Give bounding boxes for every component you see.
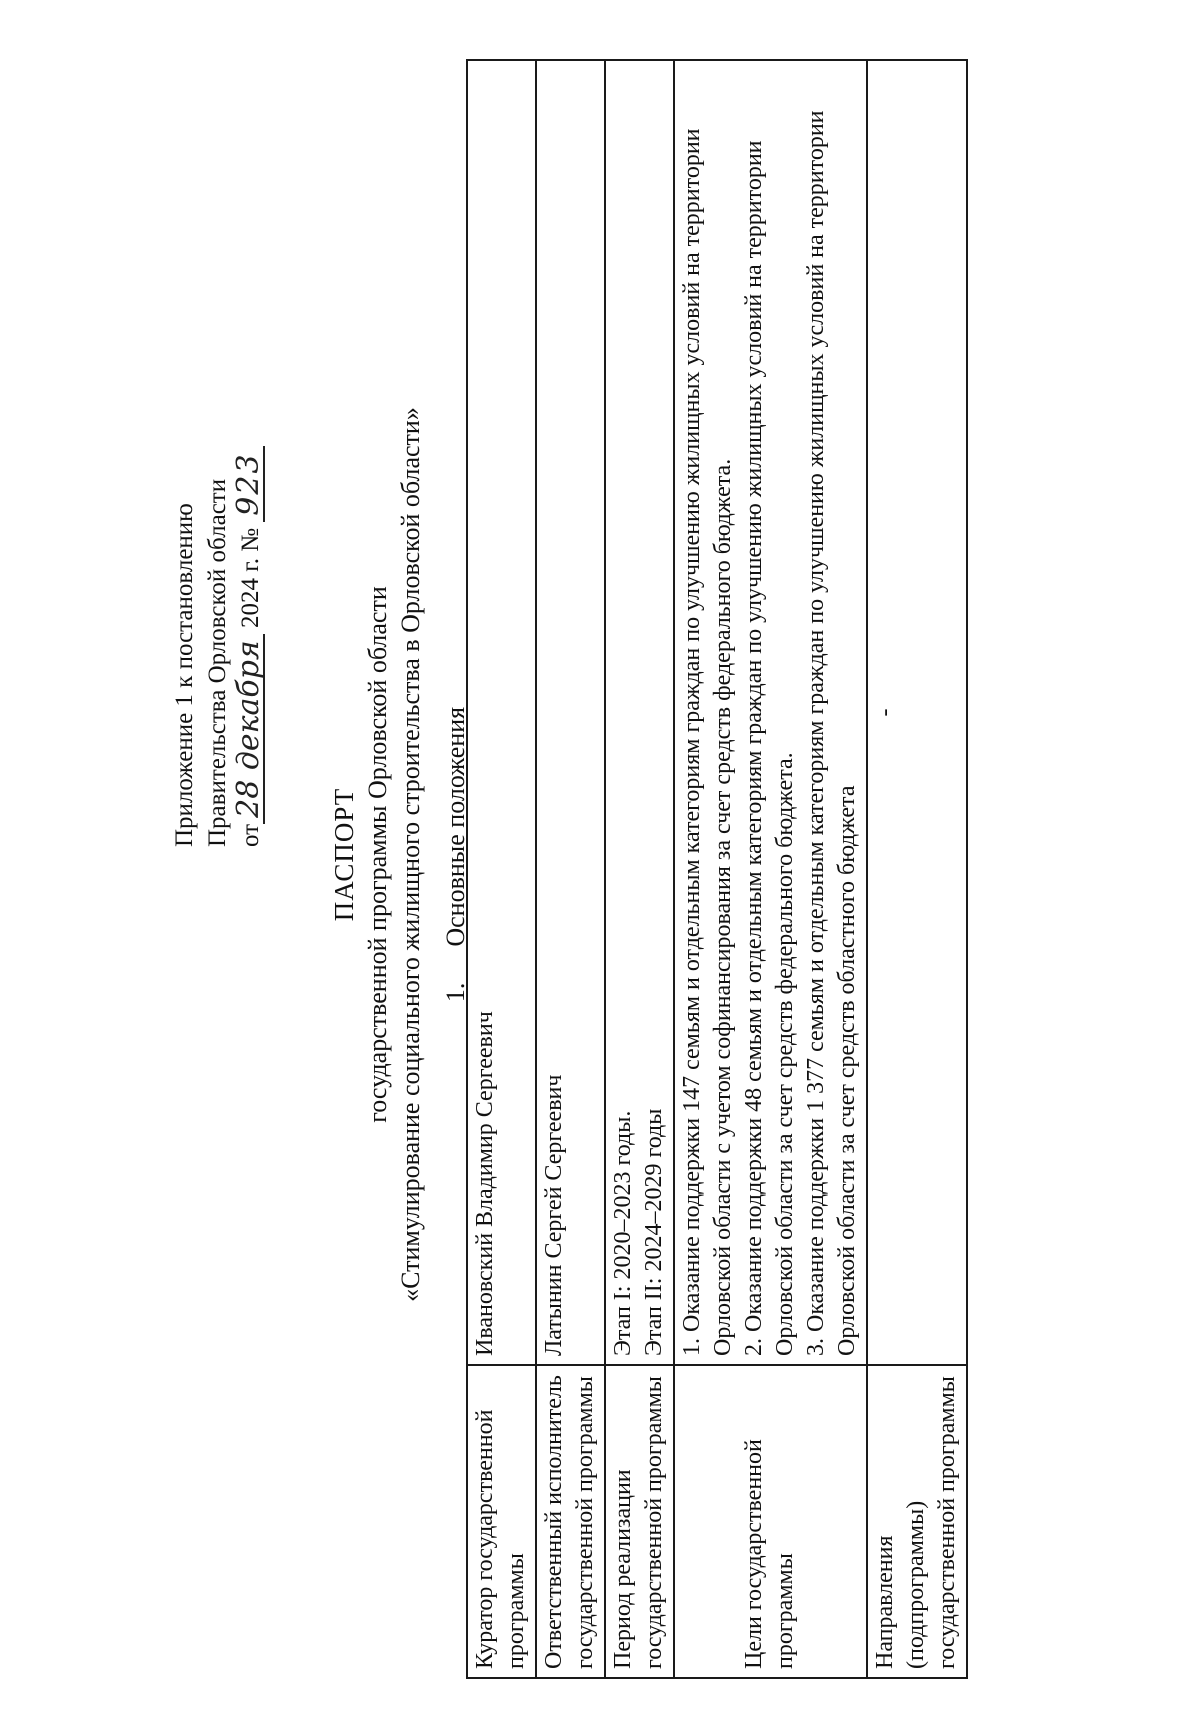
row-label: Период реализации государственной программы: [605, 1365, 674, 1678]
section-number: 1.: [441, 982, 470, 1003]
handwritten-number: 923: [235, 446, 265, 521]
row-label: Цели государственной программы: [674, 1365, 867, 1678]
row-label: Куратор государственной программы: [467, 1365, 536, 1678]
table-row-goals: [674, 60, 867, 1678]
title-line-3: «Стимулирование социального жилищного строительства в Орловской области»: [396, 407, 425, 1302]
period-stage-2: Этап II: 2024–2029 годы: [641, 1108, 667, 1356]
table-row-executor: [536, 60, 605, 1678]
date-prefix: от: [237, 823, 264, 847]
document-title: [328, 0, 472, 1709]
approval-line-2: Правительства Орловской области: [204, 478, 231, 847]
row-value: [605, 60, 674, 1365]
title-line-2: государственной программы Орловской области: [363, 586, 392, 1123]
table-row-curator: [467, 60, 536, 1678]
row-value: Ивановский Владимир Сергеевич: [467, 60, 536, 1365]
approval-date-line: [231, 327, 267, 847]
approval-line-1: Приложение 1 к постановлению: [171, 503, 198, 847]
goal-item-3: 3. Оказание поддержки 1 377 семьям и отдельным категориям граждан по улучшению жилищных условий на территории Орловской области за счет средств областного бюджета: [803, 110, 860, 1356]
section-title: Основные положения: [441, 706, 470, 947]
row-value: Латынин Сергей Сергеевич: [536, 60, 605, 1365]
goal-item-2: 2. Оказание поддержки 48 семьям и отдельным категориям граждан по улучшению жилищных условий на территории Орловской области за счет средств федерального бюджета.: [741, 140, 798, 1356]
approval-block: [168, 327, 267, 847]
table-row-directions: [867, 60, 967, 1678]
passport-table: [466, 59, 968, 1679]
title-heading: ПАСПОРТ: [329, 787, 359, 922]
row-label: Направления (подпрограммы) государственной программы: [867, 1365, 967, 1678]
goal-item-1: 1. Оказание поддержки 147 семьям и отдельным категориям граждан по улучшению жилищных условий на территории Орловской области с учетом софинансирования за счет средств федерального бюджета.: [679, 128, 736, 1356]
handwritten-date: 28 декабря: [235, 634, 265, 824]
row-value: -: [867, 60, 967, 1365]
year-text: 2024 г. №: [237, 527, 264, 628]
row-value: [674, 60, 867, 1365]
table-row-period: [605, 60, 674, 1678]
row-label: Ответственный исполнитель государственной программы: [536, 1365, 605, 1678]
period-stage-1: Этап I: 2020–2023 годы.: [610, 1110, 636, 1356]
